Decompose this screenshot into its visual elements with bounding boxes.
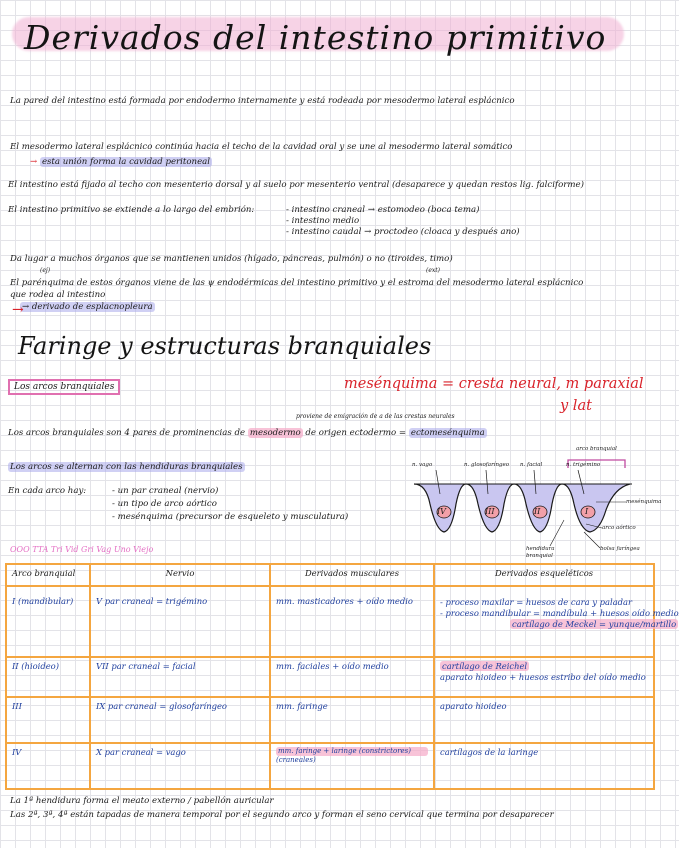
intro-list-item-3: - intestino caudal → proctodeo (cloaca y después ano) — [286, 227, 520, 237]
cell-nervio: VII par craneal = facial — [90, 657, 270, 697]
label-hendidura-1: hendidura — [526, 546, 555, 552]
mesenquima-note: mesénquima = cresta neural, m paraxial — [344, 376, 644, 392]
header-esqueleto: Derivados esqueléticos — [434, 564, 654, 586]
note-ext: (ext) — [426, 267, 441, 274]
table-row — [6, 697, 654, 743]
arco-contents-lead: En cada arco hay: — [8, 486, 87, 496]
branchial-diagram — [400, 440, 662, 565]
musculos-line: (craneales) — [276, 756, 316, 764]
arco-contents-item-2: - un tipo de arco aórtico — [112, 499, 217, 509]
esqueleto-line: - proceso maxilar = huesos de cara y paladar — [440, 597, 633, 607]
origin-note: proviene de emigración de a de las crestas neurales — [296, 413, 455, 420]
cell-arco: IV — [6, 743, 90, 789]
table-header-row — [6, 564, 654, 586]
label-arco-aortico: arco aórtico — [602, 525, 636, 531]
mesenquima-note-2: y lat — [560, 398, 592, 414]
label-arco-branquial: arco branquial — [576, 446, 617, 452]
intro-line-1: La pared del intestino está formada por endodermo internamente y está rodeada por mesodermo lateral esplácnico — [10, 96, 515, 106]
section-arrow-icon: → — [12, 302, 24, 318]
cell-musculos: mm. faciales + oído medio — [270, 657, 434, 697]
intro-line-2: El mesodermo lateral esplácnico continúa hacia el techo de la cavidad oral y se une al mesodermo lateral somático — [10, 142, 513, 152]
musculos-line: mm. faringe + laringe (constrictores) — [276, 747, 428, 756]
label-bolsa-faringea: bolsa faríngea — [600, 546, 640, 552]
arco-contents-item-1: - un par craneal (nervio) — [112, 486, 219, 496]
cell-esqueleto — [434, 586, 679, 657]
cell-esqueleto: cartílagos de la laringe — [434, 743, 654, 789]
intro-line-6b: que rodea al intestino — [10, 290, 106, 300]
intro-line-4: El intestino primitivo se extiende a lo largo del embrión: — [8, 205, 255, 215]
table-row — [6, 743, 654, 789]
label-hendidura-2: branquial — [526, 553, 553, 559]
cell-musculos — [270, 743, 434, 789]
footer-line-2: Las 2ª, 3ª, 4ª están tapadas de manera temporal por el segundo arco y forman el seno cervical que termina por desaparecer — [10, 810, 554, 820]
header-nervio: Nervio — [90, 564, 270, 586]
cell-musculos: mm. faringe — [270, 697, 434, 743]
page-title: Derivados del intestino primitivo — [24, 18, 607, 57]
cell-nervio: X par craneal = vago — [90, 743, 270, 789]
arcos-paragraph: Los arcos branquiales son 4 pares de prominencias de mesodermo de origen ectodermo = ectomesénquima — [8, 428, 485, 438]
esqueleto-line: aparato hioideo + huesos estribo del oído medio — [440, 672, 646, 682]
label-n-trigemino: n. trigémino — [566, 462, 601, 468]
hendiduras-line: Los arcos se alternan con las hendiduras branquiales — [10, 462, 243, 472]
mnemonic: OOO TTA Tri Vid Gri Vag Uno Viejo — [10, 545, 154, 554]
table-row — [6, 657, 654, 697]
header-arco: Arco branquial — [6, 564, 90, 586]
intro-line-3: El intestino está fijado al techo con mesenterio dorsal y al suelo por mesenterio ventral (desaparece y quedan restos lig. falciforme) — [8, 180, 584, 190]
cell-arco: II (hioideo) — [6, 657, 90, 697]
cell-esqueleto: aparato hioideo — [434, 697, 654, 743]
header-musculos: Derivados musculares — [270, 564, 434, 586]
intro-line-5: Da lugar a muchos órganos que se mantienen unidos (hígado, páncreas, pulmón) o no (tiroides, timo) — [10, 254, 453, 264]
footer-line-1: La 1ª hendidura forma el meato externo / pabellón auricular — [10, 796, 274, 806]
branchial-arches-table — [5, 563, 679, 790]
label-n-facial: n. facial — [520, 462, 543, 468]
boxed-heading: Los arcos branquiales — [8, 374, 120, 393]
intro-line-6: El parénquima de estos órganos viene de las ψ endodérmicas del intestino primitivo y el estroma del mesodermo lateral esplácnico — [10, 278, 584, 288]
intro-list-item-2: - intestino medio — [286, 216, 360, 226]
cell-musculos: mm. masticadores + oído medio — [270, 586, 434, 657]
arch-number-iv: IV — [437, 507, 446, 516]
label-n-glosofaringeo: n. glosofaríngeo — [464, 462, 510, 468]
section-title: Faringe y estructuras branquiales — [18, 332, 432, 360]
intro-line-2b: → esta unión forma la cavidad peritoneal — [30, 157, 211, 167]
intro-line-6c: → derivado de esplacnopleura — [22, 302, 153, 312]
label-mesenquima: mesénquima — [626, 499, 662, 505]
note-ej: (ej) — [40, 267, 51, 274]
arch-number-ii: II — [534, 507, 541, 516]
arco-contents-item-3: - mesénquima (precursor de esqueleto y musculatura) — [112, 512, 349, 522]
table-row — [6, 586, 654, 657]
esqueleto-line: - proceso mandibular = mandíbula + huesos oído medio — [440, 608, 679, 618]
cell-esqueleto — [434, 657, 654, 697]
arch-number-i: I — [585, 507, 589, 516]
label-n-vago: n. vago — [412, 462, 433, 468]
esqueleto-line: cartílago de Reichel — [442, 661, 528, 671]
cell-arco: I (mandibular) — [6, 586, 90, 657]
esqueleto-line: cartílago de Meckel = yunque/martillo — [512, 619, 677, 629]
cell-nervio: IX par craneal = glosofaríngeo — [90, 697, 270, 743]
cell-arco: III — [6, 697, 90, 743]
arch-number-iii: III — [485, 507, 495, 516]
cell-nervio: V par craneal = trigémino — [90, 586, 270, 657]
intro-list-item-1: - intestino craneal → estomodeo (boca tema) — [286, 205, 480, 215]
